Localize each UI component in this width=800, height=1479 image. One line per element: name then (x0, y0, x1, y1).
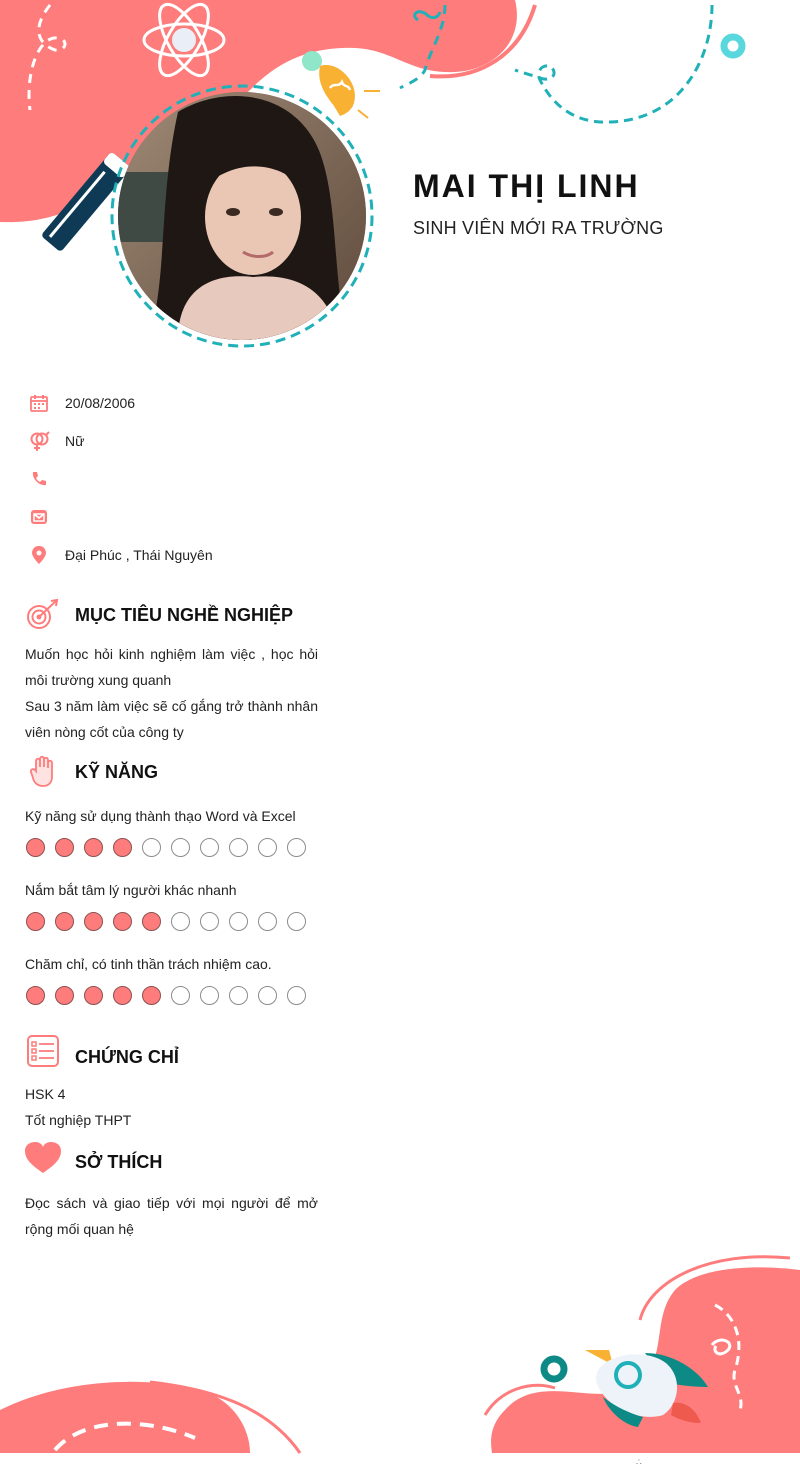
bottom-left-blob-decoration (0, 1370, 320, 1479)
email-icon (28, 506, 50, 528)
rating-dot-filled (142, 912, 161, 931)
contact-address (28, 536, 328, 574)
objective-section (25, 595, 318, 745)
rating-dot-empty (200, 986, 219, 1005)
contact-email (28, 498, 328, 536)
skill-rating (26, 975, 318, 1015)
hobbies-section (25, 1138, 318, 1242)
contact-info (28, 384, 328, 574)
objective-title: MỤC TIÊU NGHỀ NGHIỆP (75, 604, 294, 625)
rating-dot-filled (84, 986, 103, 1005)
rating-dot-filled (113, 986, 132, 1005)
rating-dot-empty (287, 912, 306, 931)
rating-dot-filled (26, 838, 45, 857)
skills-list (25, 805, 318, 1015)
rating-dot-empty (229, 838, 248, 857)
calendar-icon (28, 392, 50, 414)
skill-item (25, 953, 318, 1015)
certificates-title: CHỨNG CHỈ (75, 1046, 179, 1067)
rating-dot-empty (142, 838, 161, 857)
hand-icon (25, 754, 61, 790)
rating-dot-filled (113, 838, 132, 857)
rating-dot-filled (55, 912, 74, 931)
rating-dot-empty (171, 912, 190, 931)
hobbies-title: SỞ THÍCH (75, 1151, 163, 1172)
gender-icon (28, 430, 50, 452)
rating-dot-empty (287, 986, 306, 1005)
skill-rating (26, 901, 318, 941)
rating-dot-filled (142, 986, 161, 1005)
certificates-section (25, 1031, 318, 1133)
certificate-item: Tốt nghiệp THPT (25, 1112, 132, 1128)
rating-dot-filled (84, 838, 103, 857)
rating-dot-filled (55, 838, 74, 857)
objective-line: Sau 3 năm làm việc sẽ cố gắng trở thành nhân viên nòng cốt của công ty (25, 698, 318, 740)
rating-dot-filled (26, 912, 45, 931)
rating-dot-empty (258, 986, 277, 1005)
rating-dot-filled (84, 912, 103, 931)
rating-dot-empty (229, 912, 248, 931)
rating-dot-filled (26, 986, 45, 1005)
rating-dot-empty (200, 912, 219, 931)
skill-label: Nắm bắt tâm lý người khác nhanh (25, 882, 237, 898)
checklist-icon (25, 1033, 61, 1069)
heart-icon (25, 1140, 61, 1176)
skill-rating (26, 827, 318, 867)
rating-dot-filled (113, 912, 132, 931)
skill-item (25, 805, 318, 867)
contact-gender (28, 422, 328, 460)
rating-dot-empty (229, 986, 248, 1005)
contact-dob (28, 384, 328, 422)
certificates-header (25, 1031, 318, 1071)
rating-dot-empty (171, 986, 190, 1005)
rating-dot-filled (55, 986, 74, 1005)
skills-header (25, 752, 318, 792)
location-icon (28, 544, 50, 566)
candidate-name: MAI THỊ LINH (413, 168, 640, 204)
profile-photo (118, 92, 366, 340)
phone-icon (28, 468, 50, 490)
rating-dot-empty (258, 912, 277, 931)
footer-mark: ∴ (636, 1457, 642, 1467)
gender-value: Nữ (65, 433, 85, 449)
rating-dot-empty (171, 838, 190, 857)
target-icon (25, 597, 61, 633)
skill-label: Chăm chỉ, có tinh thần trách nhiệm cao. (25, 956, 272, 972)
skills-section (25, 752, 318, 1015)
rating-dot-empty (258, 838, 277, 857)
objective-header (25, 595, 318, 635)
rating-dot-empty (287, 838, 306, 857)
contact-phone (28, 460, 328, 498)
skill-item (25, 879, 318, 941)
dob-value: 20/08/2006 (65, 395, 136, 411)
person-portrait (118, 92, 366, 340)
hobbies-text: Đọc sách và giao tiếp với mọi người để mở rộng mối quan hệ (25, 1195, 318, 1237)
objective-line: Muốn học hỏi kinh nghiệm làm việc , học hỏi môi trường xung quanh (25, 646, 318, 688)
rating-dot-empty (200, 838, 219, 857)
rocket-icon (583, 1345, 713, 1435)
skill-label: Kỹ năng sử dụng thành thạo Word và Excel (25, 808, 296, 824)
hobbies-header (25, 1138, 318, 1178)
top-right-decoration (500, 0, 800, 140)
address-value: Đại Phúc , Thái Nguyên (65, 547, 213, 563)
certificate-item: HSK 4 (25, 1086, 66, 1102)
profile-photo-frame (108, 82, 376, 350)
skills-title: KỸ NĂNG (75, 761, 159, 782)
atom-icon (140, 2, 230, 84)
candidate-title: SINH VIÊN MỚI RA TRƯỜNG (413, 218, 664, 238)
